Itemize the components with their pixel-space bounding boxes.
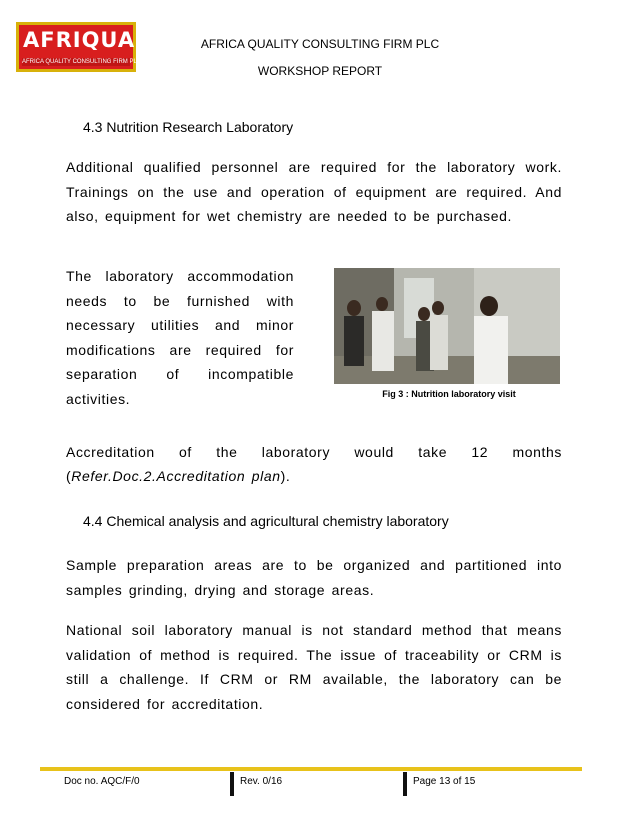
company-logo <box>16 22 150 72</box>
header-company: AFRICA QUALITY CONSULTING FIRM PLC <box>200 37 440 51</box>
footer-page-number: Page 13 of 15 <box>413 776 476 787</box>
nutrition-lab-photo <box>334 268 560 384</box>
footer-separator-1 <box>230 772 234 796</box>
section-4-3-heading: 4.3 Nutrition Research Laboratory <box>83 119 294 135</box>
section-4-3-paragraph-3: Accreditation of the laboratory would take 12 months <box>66 444 562 460</box>
footer-divider <box>40 767 582 771</box>
lab-visit-image <box>334 268 560 384</box>
logo-subtext: AFRICA QUALITY CONSULTING FIRM PLC <box>22 59 142 65</box>
section-4-3-reference-line <box>66 464 562 489</box>
accreditation-plan-reference: Refer.Doc.2.Accreditation plan <box>71 468 281 484</box>
section-4-4-heading: 4.4 Chemical analysis and agricultural chemistry laboratory <box>83 513 449 529</box>
reference-close: ). <box>280 468 291 484</box>
reference-open: ( <box>66 468 72 484</box>
figure-caption: Fig 3 : Nutrition laboratory visit <box>382 389 516 399</box>
section-4-4-paragraph-2: National soil laboratory manual is not standard method that means validation of method is required. The issue of traceability or CRM is still a challenge. If CRM or RM available, the laboratory can be considered for accreditation. <box>66 622 562 712</box>
footer-doc-number: Doc no. AQC/F/0 <box>64 776 140 787</box>
section-4-3-paragraph-2: The laboratory accommodation needs to be furnished with necessary utilities and minor modifications are required for separation of incompatible activities. <box>66 268 294 407</box>
logo-text: AFRIQUAL <box>23 28 150 52</box>
section-4-4-paragraph-1: Sample preparation areas are to be organized and partitioned into samples grinding, drying and storage areas. <box>66 557 562 598</box>
section-4-3-paragraph-1: Additional qualified personnel are required for the laboratory work. Trainings on the use and operation of equipment are required. And also, equipment for wet chemistry are needed to be purchased. <box>66 159 562 224</box>
header-report-title: WORKSHOP REPORT <box>257 64 383 78</box>
footer-revision: Rev. 0/16 <box>240 776 283 787</box>
footer-separator-2 <box>403 772 407 796</box>
